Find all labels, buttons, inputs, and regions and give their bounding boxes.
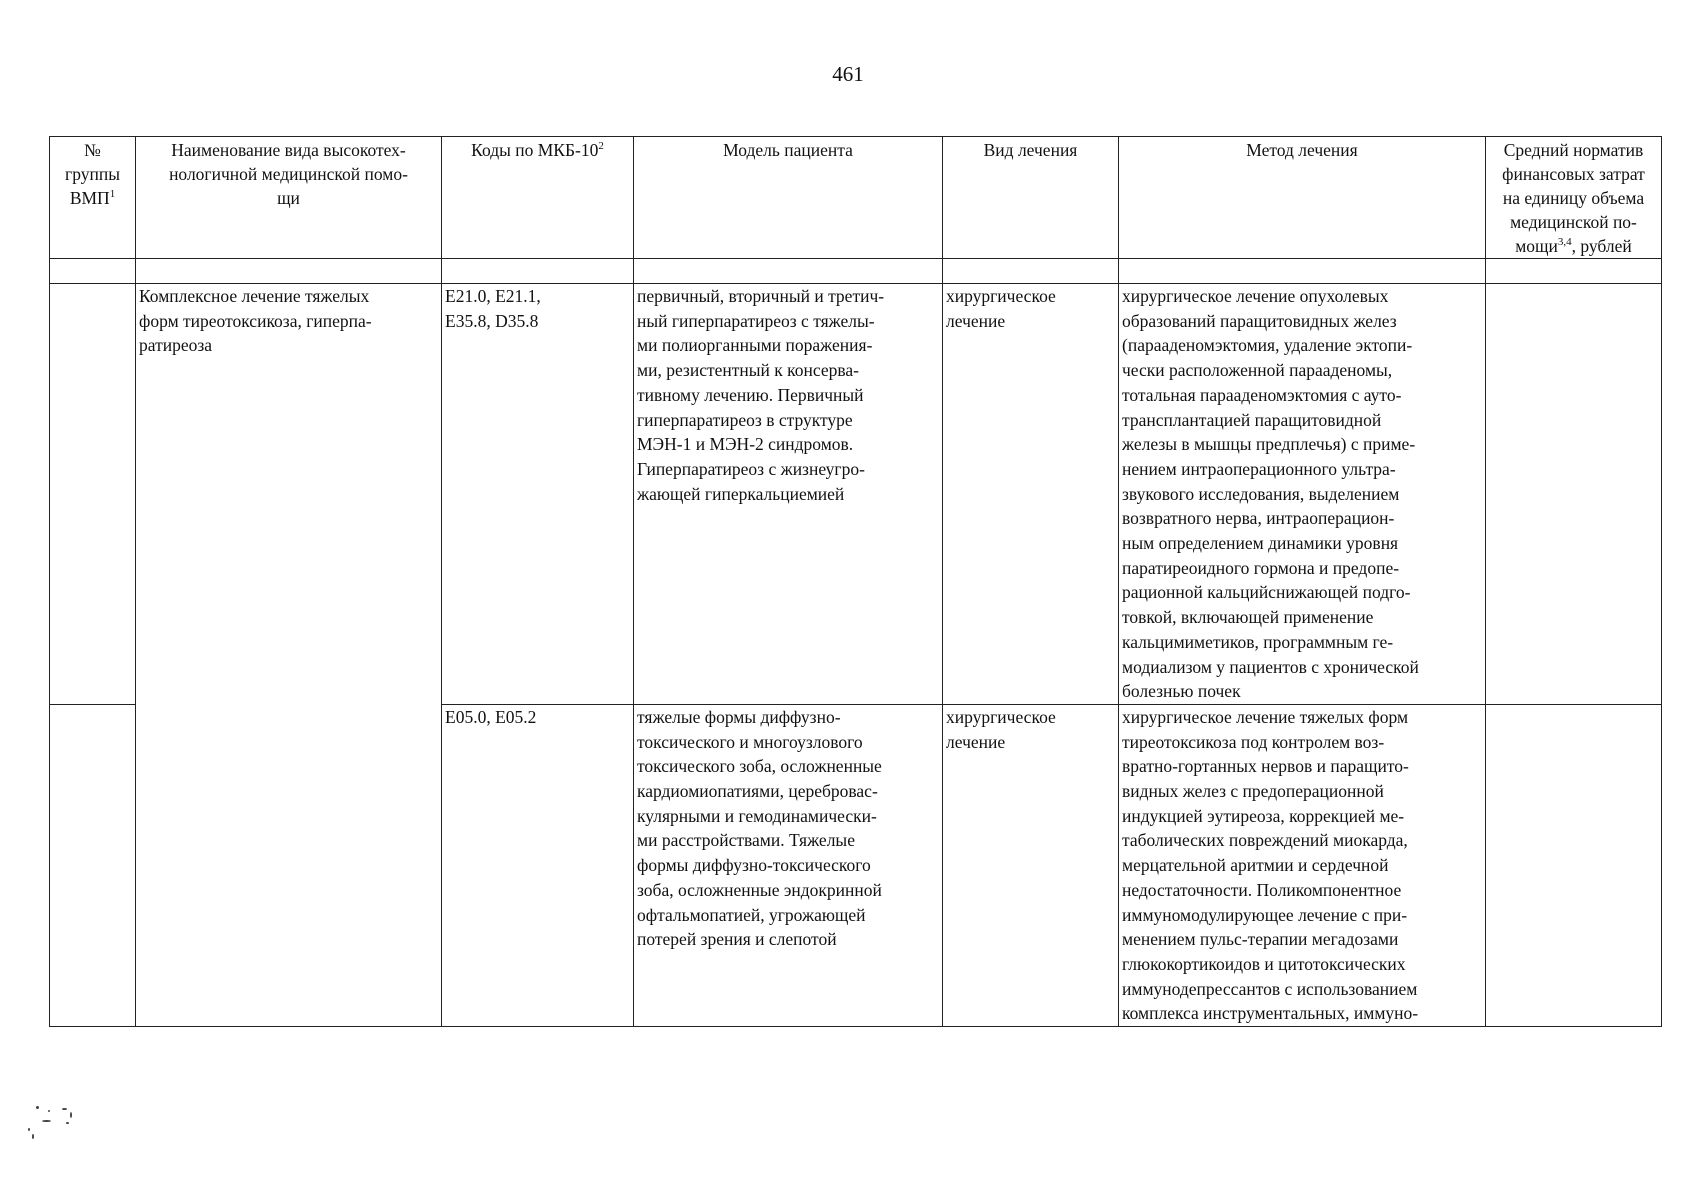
cell-line: модиализом у пациентов с хронической: [1122, 656, 1419, 677]
table-row: [50, 284, 1662, 705]
header-row: [50, 137, 1662, 259]
cell-line: потерей зрения и слепотой: [637, 929, 837, 950]
header-cost-standard: [1486, 137, 1662, 259]
cell-line: хирургическое: [946, 706, 1056, 727]
patient-model-cell: [634, 704, 943, 1026]
cell-line: ми, резистентный к консерва-: [637, 360, 859, 381]
header-group-number: [50, 137, 136, 259]
cell-line: Гиперпаратиреоз с жизнеугро-: [637, 458, 865, 479]
cell-line: тиреотоксикоза под контролем воз-: [1122, 731, 1385, 752]
cell-line: токсического зоба, осложненные: [637, 756, 882, 777]
cell-line: видных желез с предоперационной: [1122, 781, 1384, 802]
cell-line: ми полиорганными поражения-: [637, 335, 873, 356]
cell-line: мерцательной аритмии и сердечной: [1122, 855, 1389, 876]
group-number-cell: [50, 284, 136, 705]
cell-line: лечение: [946, 731, 1006, 752]
header-treatment-type: [943, 137, 1119, 259]
treatment-method-cell: [1119, 704, 1486, 1026]
cell-line: звукового исследования, выделением: [1122, 483, 1400, 504]
cell-line: болезнью почек: [1122, 681, 1241, 702]
treatment-type-cell: [943, 284, 1119, 705]
cell-line: трансплантацией паращитовидной: [1122, 409, 1382, 430]
header-line: Модель пациента: [723, 140, 853, 160]
spacer-cell: [1486, 259, 1662, 284]
footnote-ref: 2: [598, 140, 604, 153]
cell-line: зоба, осложненные эндокринной: [637, 879, 882, 900]
spacer-cell: [943, 259, 1119, 284]
cell-line: офтальмопатией, угрожающей: [637, 904, 866, 925]
cell-line: (парааденомэктомия, удаление эктопи-: [1122, 335, 1413, 356]
header-line: Метод лечения: [1246, 140, 1358, 160]
cell-line: ратиреоза: [139, 335, 213, 356]
header-patient-model: [634, 137, 943, 259]
cell-line: вратно-гортанных нервов и паращито-: [1122, 756, 1409, 777]
cell-line: хирургическое: [946, 286, 1056, 306]
scan-artifact: [18, 1104, 88, 1144]
cell-line: жающей гиперкальциемией: [637, 483, 845, 504]
spacer-cell: [136, 259, 442, 284]
cell-line: Комплексное лечение тяжелых: [139, 286, 370, 306]
header-icd-codes: [442, 137, 634, 259]
cell-line: E05.0, E05.2: [445, 706, 537, 727]
header-line: Средний норматив: [1503, 140, 1644, 160]
icd-codes-cell: [442, 284, 634, 705]
cost-cell: [1486, 284, 1662, 705]
footnote-ref: 3,4: [1557, 236, 1572, 249]
cell-line: таболических повреждений миокарда,: [1122, 830, 1408, 851]
cell-line: первичный, вторичный и третич-: [637, 286, 885, 306]
cell-line: кальцимиметиков, программным ге-: [1122, 631, 1394, 652]
group-number-cell: [50, 704, 136, 1026]
cell-line: возвратного нерва, интраоперацион-: [1122, 508, 1395, 529]
cell-line: товкой, включающей применение: [1122, 607, 1374, 628]
patient-model-cell: [634, 284, 943, 705]
cell-line: тяжелые формы диффузно-: [637, 706, 841, 727]
cell-line: хирургическое лечение опухолевых: [1122, 286, 1389, 306]
header-line: нологичной медицинской помо-: [169, 164, 408, 184]
cell-line: кардиомиопатиями, цереброваc-: [637, 781, 878, 802]
vmp-table: [49, 136, 1662, 1027]
cell-line: нением интраоперационного ультра-: [1122, 458, 1396, 479]
header-line: №: [84, 140, 101, 160]
spacer-cell: [634, 259, 943, 284]
header-line: Коды по МКБ-$10^2$: [471, 140, 604, 160]
cell-line: индукцией эутиреоза, коррекцией ме-: [1122, 805, 1405, 826]
header-line: щи: [277, 188, 300, 208]
header-line: медицинской по-: [1510, 212, 1637, 232]
treatment-method-cell: [1119, 284, 1486, 705]
header-care-name: [136, 137, 442, 259]
cell-line: глюкокортикоидов и цитотоксических: [1122, 953, 1406, 974]
cell-line: чески расположенной парааденомы,: [1122, 360, 1393, 381]
header-line: мощи$^{3,4}$, рублей: [1515, 236, 1632, 256]
cell-line: иммуномодулирующее лечение с при-: [1122, 904, 1408, 925]
cost-cell: [1486, 704, 1662, 1026]
cell-line: комплекса инструментальных, иммуно-: [1122, 1003, 1419, 1024]
cell-line: менением пульс-терапии мегадозами: [1122, 929, 1399, 950]
header-treatment-method: [1119, 137, 1486, 259]
spacer-cell: [1119, 259, 1486, 284]
cell-line: рационной кальцийснижающей подго-: [1122, 582, 1411, 603]
care-name-cell: [136, 284, 442, 1027]
cell-line: МЭН-1 и МЭН-2 синдромов.: [637, 434, 854, 455]
cell-line: E21.0, E21.1,: [445, 286, 541, 306]
cell-line: токсического и многоузлового: [637, 731, 863, 752]
cell-line: тотальная парааденомэктомия с ауто-: [1122, 384, 1402, 405]
cell-line: ным определением динамики уровня: [1122, 533, 1399, 554]
cell-line: иммунодепрессантов с использованием: [1122, 978, 1418, 999]
cell-line: формы диффузно-токсического: [637, 855, 871, 876]
cell-line: железы в мышцы предплечья) с приме-: [1122, 434, 1416, 455]
header-line: ВМП$^1$: [69, 188, 116, 208]
spacer-cell: [442, 259, 634, 284]
cell-line: форм тиреотоксикоза, гиперпа-: [139, 310, 372, 331]
header-line: на единицу объема: [1502, 188, 1645, 208]
icd-codes-cell: [442, 704, 634, 1026]
cell-line: хирургическое лечение тяжелых форм: [1122, 706, 1409, 727]
cell-line: паратиреоидного гормона и предопе-: [1122, 557, 1400, 578]
header-line: Вид лечения: [983, 140, 1078, 160]
header-line: финансовых затрат: [1502, 164, 1645, 184]
spacer-cell: [50, 259, 136, 284]
treatment-type-cell: [943, 704, 1119, 1026]
cell-line: гиперпаратиреоз в структуре: [637, 409, 853, 430]
cell-line: ми расстройствами. Тяжелые: [637, 830, 855, 851]
cell-line: образований паращитовидных желез: [1122, 310, 1397, 331]
cell-line: лечение: [946, 310, 1006, 331]
cell-line: ный гиперпаратиреоз с тяжелы-: [637, 310, 875, 331]
header-line: Наименование вида высокотех-: [171, 140, 406, 160]
cell-line: недостаточности. Поликомпонентное: [1122, 879, 1402, 900]
page-number: 461: [832, 62, 864, 86]
column-numbers-row: [50, 259, 1662, 284]
footnote-ref: 1: [109, 188, 116, 201]
cell-line: тивному лечению. Первичный: [637, 384, 864, 405]
cell-line: E35.8, D35.8: [445, 310, 539, 331]
cell-line: кулярными и гемодинамически-: [637, 805, 877, 826]
header-line: группы: [65, 164, 120, 184]
